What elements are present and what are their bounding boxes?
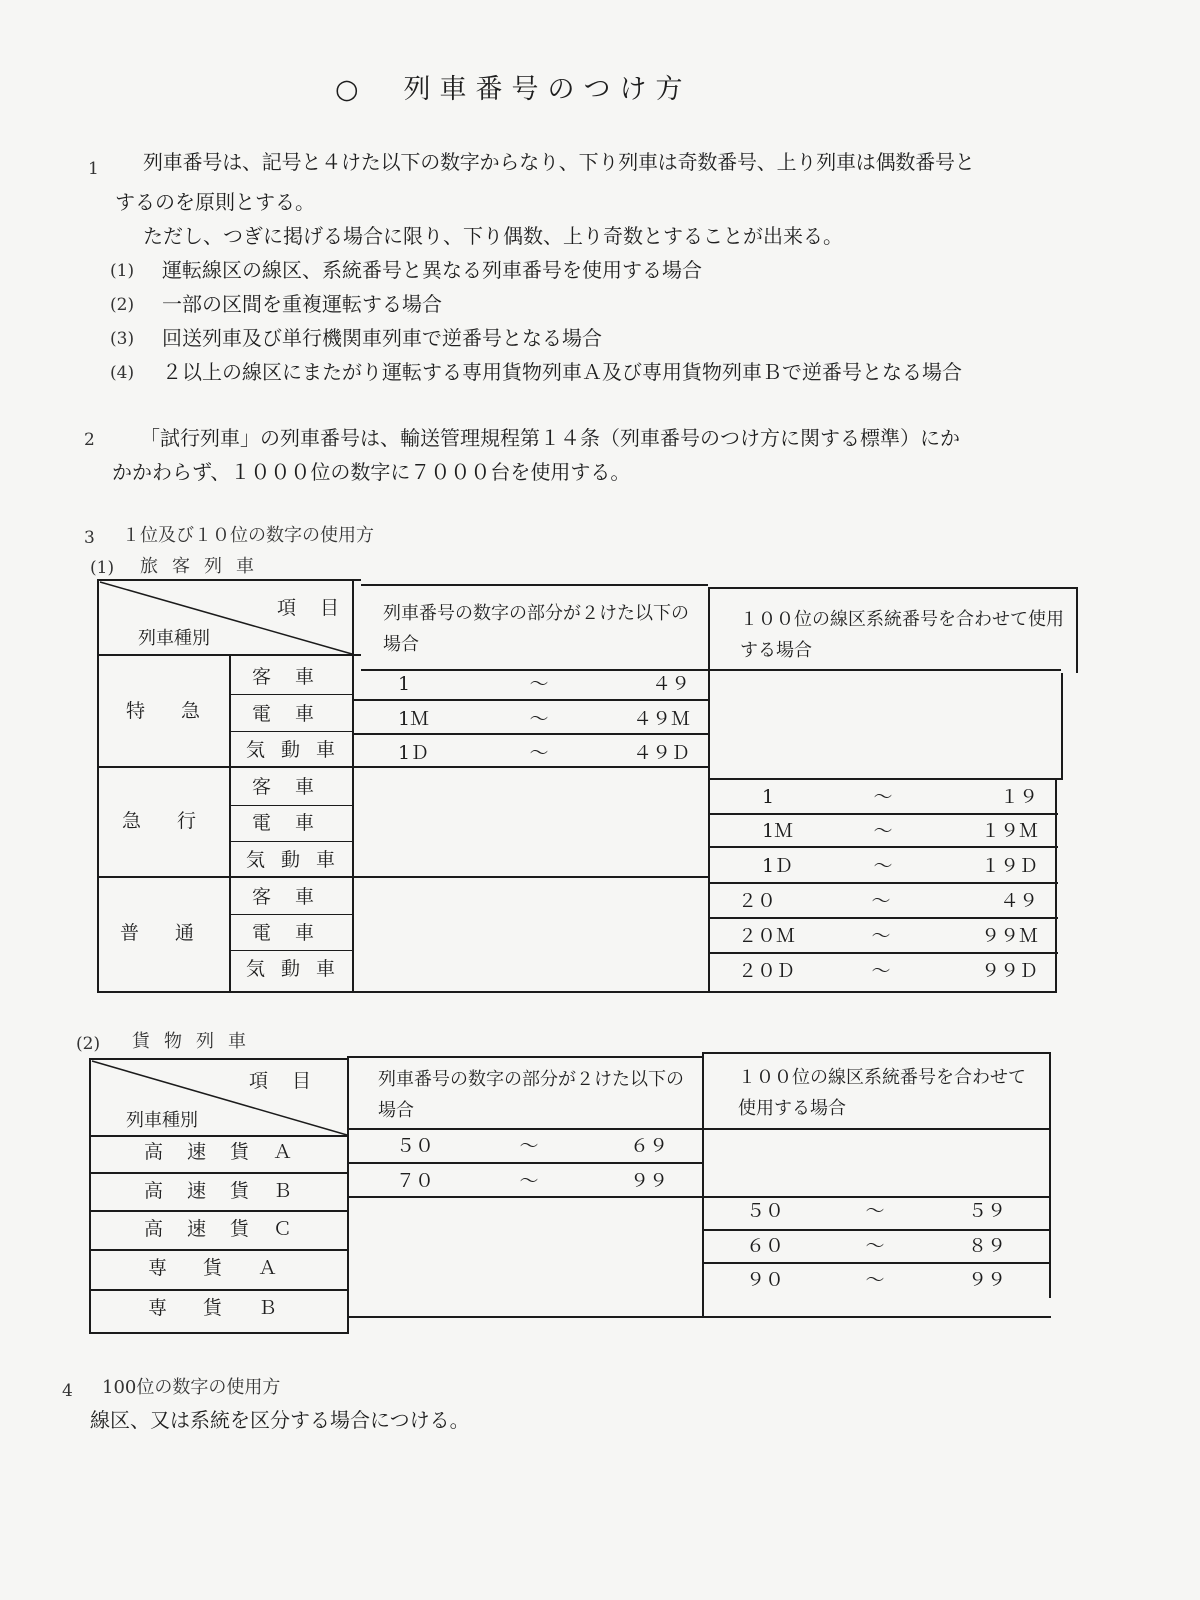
freight-header-item: 項目	[249, 1070, 336, 1092]
type-kyuko-densha: 電車	[252, 812, 339, 834]
section-3-heading: １位及び１０位の数字の使用方	[122, 525, 374, 546]
range-futsu-densha: ２０Ｍ ～ ９９Ｍ	[738, 925, 1038, 947]
section-1-item-1-number: (1)	[110, 261, 135, 281]
type-senka-a: 専貨Ａ	[148, 1257, 314, 1279]
section-1-item-3-text: 回送列車及び単行機関車列車で逆番号となる場合	[162, 326, 602, 350]
group-tokkyu: 特急	[126, 700, 237, 722]
range-senka-b: ９０ ～ ９９	[746, 1269, 1006, 1291]
type-kyuko-kidosha: 気動車	[246, 849, 352, 871]
freight-header-kind: 列車種別	[126, 1110, 198, 1131]
type-kosoku-a: 高速貨Ａ	[144, 1141, 317, 1163]
section-1-item-3-number: (3)	[110, 329, 135, 349]
passenger-header-col2: １００位の線区系統番号を合わせて使用する場合	[740, 609, 1064, 661]
section-2-line-1: 「試行列車」の列車番号は、輸送管理規程第１４条（列車番号のつけ方に関する標準）にか	[140, 426, 960, 450]
type-tokkyu-kyakusha: 客車	[252, 666, 339, 688]
group-futsu: 普通	[120, 922, 231, 944]
range-tokkyu-kidosha: 1Ｄ ～ ４９Ｄ	[398, 742, 690, 764]
section-3-number: 3	[84, 528, 95, 548]
type-senka-b: 専貨Ｂ	[148, 1297, 314, 1319]
section-1-line-2: するのを原則とする。	[115, 190, 315, 214]
section-1-line-3: ただし、つぎに掲げる場合に限り、下り偶数、上り奇数とすることが出来る。	[143, 224, 843, 248]
section-1-item-2-number: (2)	[110, 295, 135, 315]
range-futsu-kidosha: ２０Ｄ ～ ９９Ｄ	[738, 960, 1038, 982]
section-4-heading: 100位の数字の使用方	[102, 1377, 281, 1398]
freight-sub-number: (2)	[76, 1034, 101, 1054]
type-futsu-kyakusha: 客車	[252, 886, 339, 908]
page-title: ○ 列車番号のつけ方	[335, 74, 692, 105]
type-kosoku-b: 高速貨Ｂ	[144, 1180, 317, 1202]
range-kyuko-kyakusha: 1 ～ １９	[762, 786, 1038, 808]
section-2-number: 2	[84, 430, 95, 450]
freight-header-col1: 列車番号の数字の部分が２けた以下の場合	[378, 1069, 684, 1121]
range-kosoku-c: ５０ ～ ５９	[746, 1200, 1006, 1222]
range-kyuko-densha: 1Ｍ ～ １９Ｍ	[762, 820, 1038, 842]
freight-sub-label: 貨物列車	[132, 1031, 260, 1052]
range-tokkyu-densha: 1Ｍ ～ ４９Ｍ	[398, 708, 690, 730]
section-1-item-1-text: 運転線区の線区、系統番号と異なる列車番号を使用する場合	[162, 258, 702, 282]
range-futsu-kyakusha: ２０ ～ ４９	[738, 890, 1038, 912]
passenger-header-col1: 列車番号の数字の部分が２けた以下の場合	[383, 603, 689, 655]
passenger-sub-number: (1)	[90, 558, 115, 578]
section-1-number: 1	[88, 159, 99, 179]
type-tokkyu-kidosha: 気動車	[246, 739, 352, 761]
range-senka-a: ６０ ～ ８９	[746, 1235, 1006, 1257]
section-4-text: 線区、又は系統を区分する場合につける。	[90, 1408, 470, 1432]
type-futsu-kidosha: 気動車	[246, 958, 352, 980]
range-kosoku-b: ７０ ～ ９９	[396, 1170, 668, 1192]
section-2-line-2: かかわらず、１０００位の数字に７０００台を使用する。	[112, 460, 631, 484]
passenger-header-item: 項目	[277, 597, 364, 619]
type-kyuko-kyakusha: 客車	[252, 776, 339, 798]
section-1-item-4-text: ２以上の線区にまたがり運転する専用貨物列車Ａ及び専用貨物列車Ｂで逆番号となる場合	[162, 360, 962, 384]
passenger-sub-label: 旅客列車	[140, 556, 268, 577]
range-kosoku-a: ５０ ～ ６９	[396, 1135, 668, 1157]
section-1-item-2-text: 一部の区間を重複運転する場合	[162, 292, 442, 316]
range-kyuko-kidosha: 1Ｄ ～ １９Ｄ	[762, 855, 1038, 877]
range-tokkyu-kyakusha: 1 ～ ４９	[398, 673, 690, 695]
type-futsu-densha: 電車	[252, 922, 339, 944]
group-kyuko: 急行	[122, 810, 233, 832]
type-tokkyu-densha: 電車	[252, 703, 339, 725]
section-1-item-4-number: (4)	[110, 363, 135, 383]
type-kosoku-c: 高速貨Ｃ	[144, 1218, 317, 1240]
section-1-line-1: 列車番号は、記号と４けた以下の数字からなり、下り列車は奇数番号、上り列車は偶数番号と	[143, 150, 975, 174]
passenger-header-kind: 列車種別	[138, 628, 210, 649]
section-4-number: 4	[62, 1381, 73, 1401]
freight-header-col2: １００位の線区系統番号を合わせて使用する場合	[738, 1067, 1026, 1119]
